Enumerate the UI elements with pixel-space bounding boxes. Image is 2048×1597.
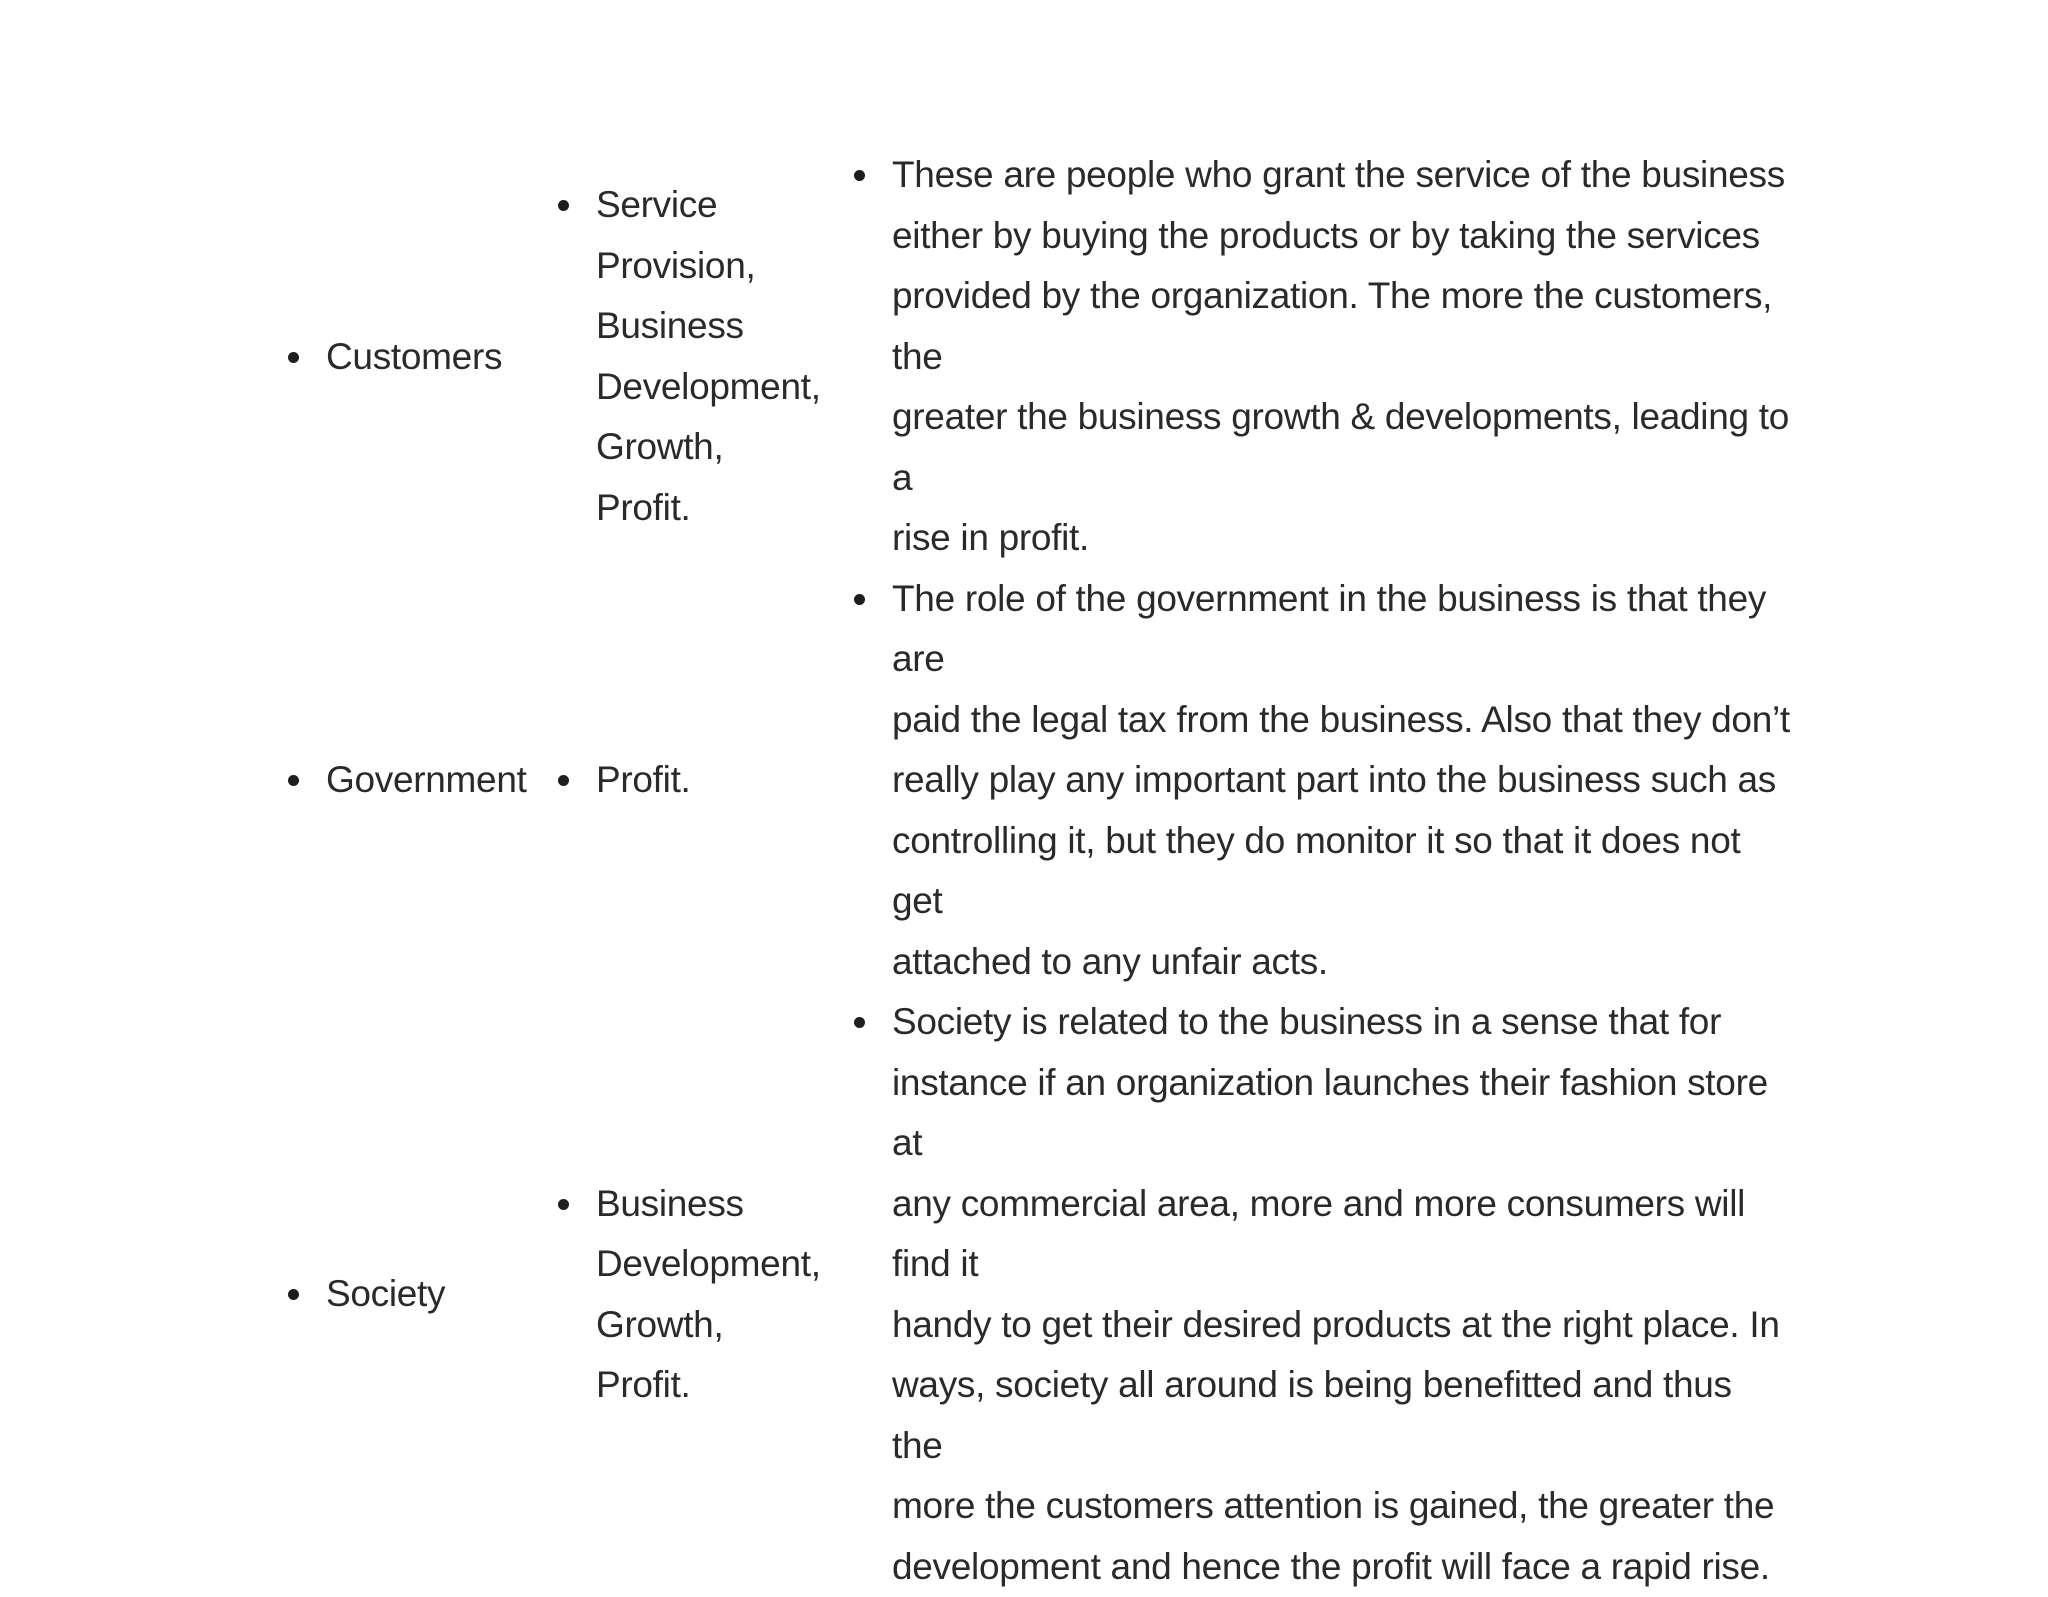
interest-cell: [540, 569, 836, 993]
description-item: [836, 569, 1790, 993]
stakeholder-cell: [270, 145, 540, 569]
description-item: [836, 992, 1790, 1597]
table-row: [270, 145, 1790, 569]
stakeholder-item: [270, 327, 540, 388]
interest-item: [540, 750, 836, 811]
interest-cell: [540, 145, 836, 569]
bullet-icon: [288, 775, 299, 786]
bullet-icon: [558, 775, 569, 786]
description-text: These are people who grant the service of the business either by buying the products or by taking the services provided by the organization. The more the customers, the greater the business growth & developments, leading to a rise in profit.: [892, 154, 1790, 558]
bullet-icon: [288, 1289, 299, 1300]
interest-text: Service Provision, Business Development, Growth, Profit.: [596, 184, 821, 528]
interest-item: [540, 175, 836, 538]
stakeholder-name: Government: [326, 759, 527, 800]
interest-item: [540, 1174, 836, 1416]
description-text: The role of the government in the business is that they are paid the legal tax from the business. Also that they don’t really play any important part into the business such as controlling it, but they do monitor it so that it does not get attached to any unfair acts.: [892, 577, 1790, 982]
stakeholder-cell: [270, 569, 540, 993]
stakeholder-name: Society: [326, 1273, 446, 1315]
description-item: [836, 145, 1790, 569]
stakeholder-item: [270, 750, 540, 811]
stakeholder-name: Customers: [326, 335, 503, 377]
interest-cell: [540, 992, 836, 1597]
bullet-icon: [854, 170, 865, 181]
bullet-icon: [854, 594, 865, 605]
description-cell: [836, 569, 1790, 993]
description-cell: [836, 145, 1790, 569]
interest-text: Profit.: [596, 759, 691, 800]
description-cell: [836, 992, 1790, 1597]
table-row: [270, 569, 1790, 993]
bullet-icon: [854, 1017, 865, 1028]
description-text: Society is related to the business in a sense that for instance if an organization launches their fashion store at any commercial area, more and more consumers will find it handy to get their desired products at the right place. In ways, society all around is being benefitted and thus the more the customers attention is gained, the greater the development and hence the profit will face a rapid rise.: [892, 1001, 1780, 1587]
stakeholder-item: [270, 1264, 540, 1325]
interest-text: Business Development, Growth, Profit.: [596, 1182, 821, 1405]
stakeholder-cell: [270, 992, 540, 1597]
table-row: [270, 992, 1790, 1597]
bullet-icon: [558, 1199, 569, 1210]
bullet-icon: [288, 352, 299, 363]
bullet-icon: [558, 200, 569, 211]
stakeholder-table: [270, 145, 1790, 1597]
